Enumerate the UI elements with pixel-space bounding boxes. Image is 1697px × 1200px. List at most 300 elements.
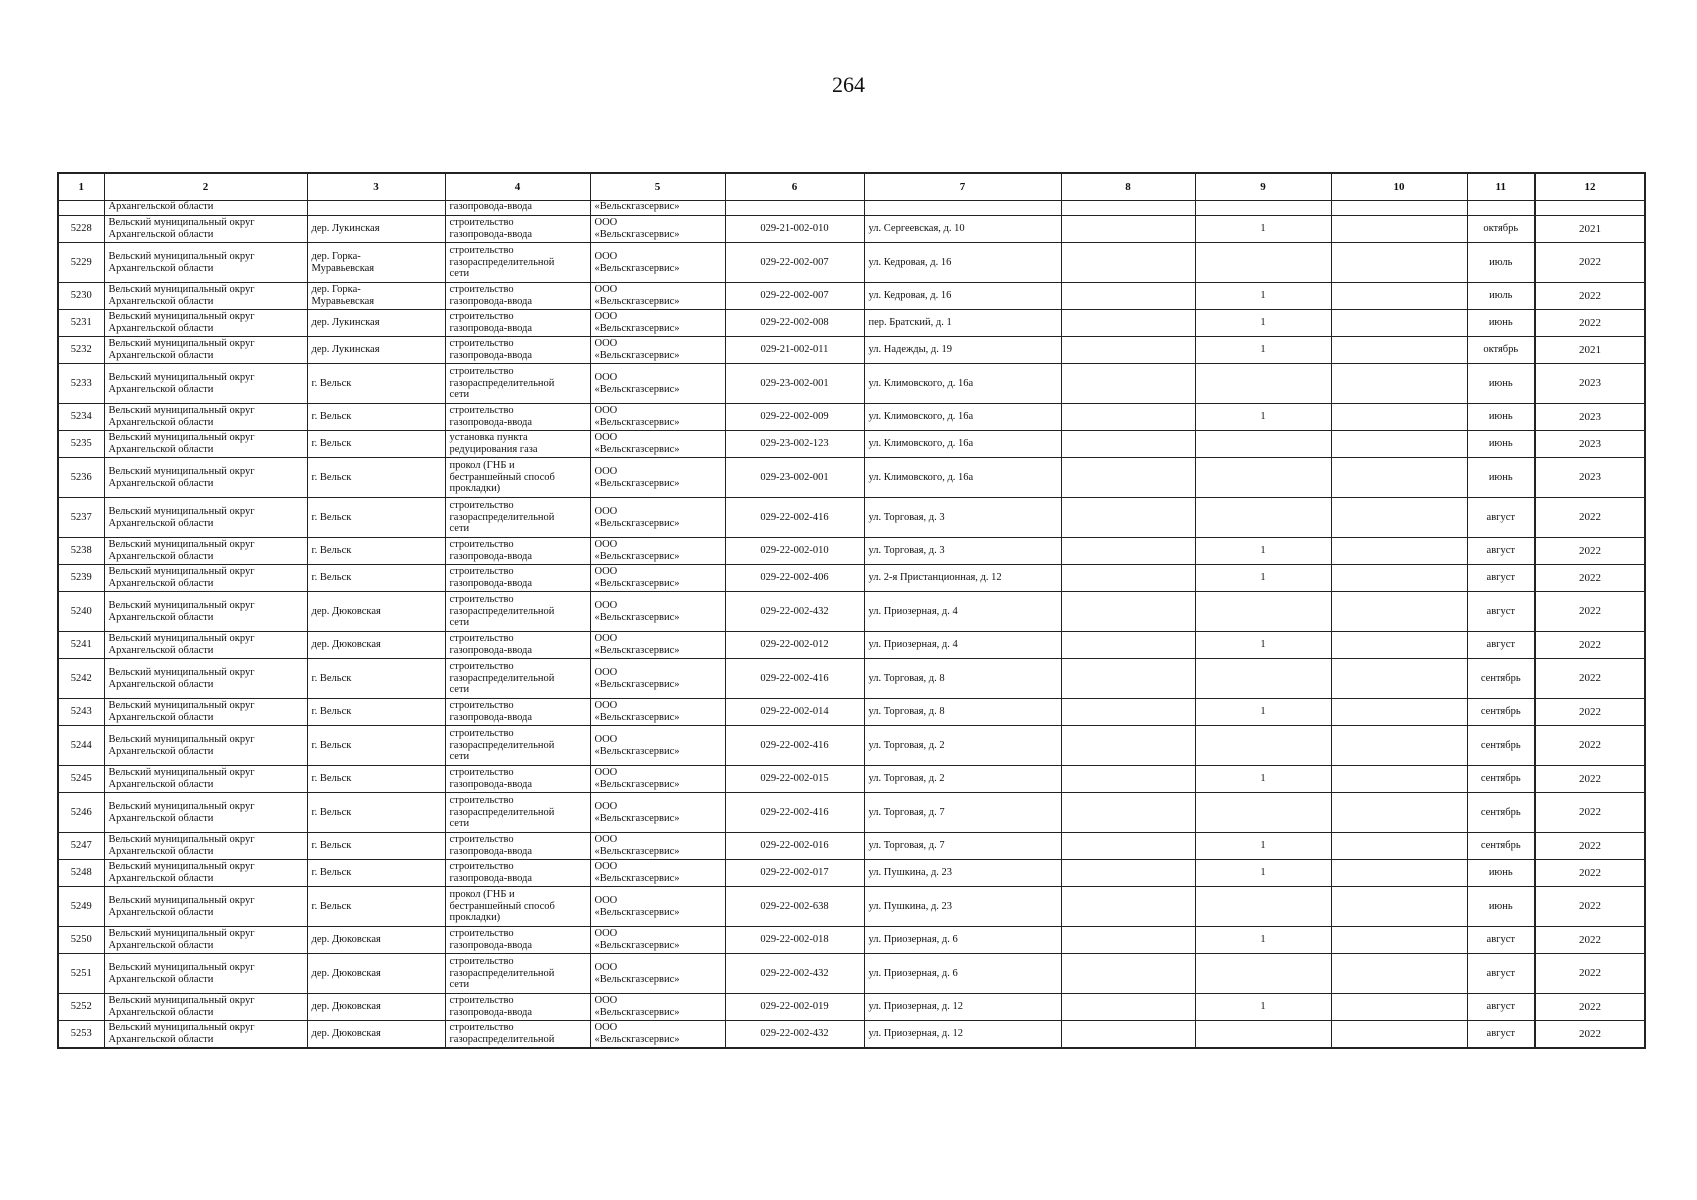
- cell-col-12: [1535, 927, 1645, 954]
- cell-col-4: [445, 699, 590, 726]
- cell-col-9: [1195, 1021, 1331, 1048]
- cell-text: 029-23-002-001: [760, 471, 829, 483]
- cell-col-3: [307, 860, 445, 887]
- cell-col-4: [445, 833, 590, 860]
- cell-col-6: [725, 659, 864, 699]
- cell-col-5: [590, 337, 725, 364]
- cell-text: 2022: [1579, 571, 1601, 584]
- cell-text: строительство газопровода-ввода: [449, 861, 533, 884]
- cell-col-4: [445, 243, 590, 283]
- table-row: [58, 364, 1645, 404]
- cell-col-10: [1331, 243, 1467, 283]
- cell-text: дер. Лукинская: [311, 223, 380, 235]
- cell-text: август: [1486, 639, 1515, 651]
- cell-col-12: [1535, 364, 1645, 404]
- cell-col-11: [1467, 726, 1535, 766]
- cell-col-11: [1467, 793, 1535, 833]
- cell-col-7: [864, 201, 1061, 216]
- cell-text: строительство газопровода-ввода: [449, 284, 533, 307]
- cell-text: 029-22-002-008: [760, 317, 829, 329]
- cell-text: Вельский муниципальный округ Архангельской области: [108, 834, 255, 857]
- cell-text: 5241: [70, 639, 92, 651]
- cell-col-2: [104, 927, 307, 954]
- cell-col-10: [1331, 766, 1467, 793]
- cell-col-8: [1061, 699, 1195, 726]
- cell-text: 2022: [1579, 866, 1601, 879]
- cell-col-8: [1061, 994, 1195, 1021]
- cell-col-2: [104, 538, 307, 565]
- cell-col-4: [445, 927, 590, 954]
- cell-col-5: [590, 954, 725, 994]
- cell-col-7: [864, 726, 1061, 766]
- cell-col-2: [104, 632, 307, 659]
- cell-col-4: [445, 458, 590, 498]
- cell-col-12: [1535, 458, 1645, 498]
- cell-col-9: [1195, 833, 1331, 860]
- cell-col-12: [1535, 310, 1645, 337]
- column-header-2: 2: [104, 173, 307, 201]
- cell-col-10: [1331, 994, 1467, 1021]
- cell-text: 2022: [1579, 672, 1601, 685]
- cell-text: 1: [1260, 545, 1266, 557]
- cell-text: ул. Торговая, д. 7: [868, 840, 945, 852]
- cell-text: 5235: [70, 438, 92, 450]
- cell-col-2: [104, 458, 307, 498]
- cell-col-12: [1535, 766, 1645, 793]
- cell-col-2: [104, 887, 307, 927]
- cell-col-5: [590, 498, 725, 538]
- cell-col-3: [307, 632, 445, 659]
- cell-col-3: [307, 592, 445, 632]
- cell-col-4: [445, 201, 590, 216]
- cell-text: 029-22-002-432: [760, 605, 829, 617]
- cell-text: ул. Приозерная, д. 4: [868, 639, 958, 651]
- cell-col-9: [1195, 766, 1331, 793]
- cell-col-5: [590, 364, 725, 404]
- cell-col-12: [1535, 201, 1645, 216]
- table-row: [58, 860, 1645, 887]
- cell-text: строительство газораспределительной сети: [449, 727, 555, 763]
- cell-col-5: [590, 538, 725, 565]
- cell-col-7: [864, 337, 1061, 364]
- cell-col-12: [1535, 659, 1645, 699]
- table-row: [58, 498, 1645, 538]
- cell-col-7: [864, 833, 1061, 860]
- cell-text: строительство газопровода-ввода: [449, 539, 533, 562]
- cell-text: Вельский муниципальный округ Архангельской области: [108, 505, 255, 529]
- cell-col-9: [1195, 243, 1331, 283]
- cell-text: Вельский муниципальный округ Архангельской области: [108, 405, 255, 428]
- cell-col-1: [58, 431, 104, 458]
- cell-text: ООО «Вельскгазсервис»: [594, 834, 680, 857]
- cell-col-3: [307, 431, 445, 458]
- table-body: [58, 201, 1645, 1048]
- cell-text: ул. Приозерная, д. 4: [868, 605, 958, 617]
- cell-col-3: [307, 310, 445, 337]
- cell-text: 1: [1260, 867, 1266, 879]
- column-header-9: 9: [1195, 173, 1331, 201]
- cell-col-11: [1467, 994, 1535, 1021]
- cell-col-6: [725, 201, 864, 216]
- cell-col-7: [864, 860, 1061, 887]
- cell-text: Вельский муниципальный округ Архангельской области: [108, 928, 255, 951]
- column-header-7: 7: [864, 173, 1061, 201]
- cell-col-6: [725, 431, 864, 458]
- cell-text: 5242: [70, 672, 92, 684]
- cell-text: ул. Торговая, д. 2: [868, 773, 945, 785]
- cell-col-9: [1195, 216, 1331, 243]
- cell-col-11: [1467, 337, 1535, 364]
- cell-col-5: [590, 404, 725, 431]
- cell-col-2: [104, 216, 307, 243]
- cell-col-5: [590, 243, 725, 283]
- cell-col-12: [1535, 1021, 1645, 1048]
- cell-text: 5253: [70, 1027, 92, 1039]
- table-row: [58, 1021, 1645, 1048]
- cell-text: 2022: [1579, 289, 1601, 302]
- cell-text: ул. Пушкина, д. 23: [868, 867, 953, 879]
- cell-text: ООО «Вельскгазсервис»: [594, 250, 680, 274]
- cell-col-11: [1467, 243, 1535, 283]
- cell-text: 5245: [70, 773, 92, 785]
- cell-text: строительство газопровода-ввода: [449, 700, 533, 723]
- cell-text: июль: [1489, 256, 1513, 268]
- table-row: [58, 565, 1645, 592]
- cell-col-11: [1467, 364, 1535, 404]
- cell-col-11: [1467, 498, 1535, 538]
- cell-text: ООО «Вельскгазсервис»: [594, 338, 680, 361]
- cell-text: 2023: [1579, 377, 1601, 390]
- cell-col-6: [725, 283, 864, 310]
- cell-col-11: [1467, 458, 1535, 498]
- cell-text: август: [1486, 934, 1515, 946]
- cell-text: ул. Торговая, д. 8: [868, 672, 945, 684]
- cell-col-3: [307, 766, 445, 793]
- cell-col-1: [58, 632, 104, 659]
- cell-text: 5229: [70, 256, 92, 268]
- cell-text: строительство газораспределительной сети: [449, 244, 555, 280]
- column-header-11: 11: [1467, 173, 1535, 201]
- cell-text: октябрь: [1483, 223, 1519, 235]
- cell-col-6: [725, 1021, 864, 1048]
- cell-text: 029-22-002-009: [760, 411, 829, 423]
- cell-text: г. Вельск: [311, 377, 352, 389]
- cell-col-3: [307, 216, 445, 243]
- cell-col-12: [1535, 565, 1645, 592]
- cell-text: 029-22-002-416: [760, 806, 829, 818]
- cell-col-4: [445, 538, 590, 565]
- cell-col-7: [864, 994, 1061, 1021]
- table-row: [58, 793, 1645, 833]
- cell-col-4: [445, 364, 590, 404]
- cell-text: дер. Горка- Муравьевская: [311, 250, 375, 274]
- cell-text: 5233: [70, 377, 92, 389]
- cell-text: 029-22-002-015: [760, 773, 829, 785]
- cell-col-11: [1467, 887, 1535, 927]
- cell-col-12: [1535, 726, 1645, 766]
- cell-col-9: [1195, 201, 1331, 216]
- cell-text: ООО «Вельскгазсервис»: [594, 733, 680, 757]
- cell-text: 5243: [70, 706, 92, 718]
- cell-text: г. Вельск: [311, 867, 352, 879]
- cell-col-3: [307, 458, 445, 498]
- cell-col-1: [58, 793, 104, 833]
- cell-col-6: [725, 538, 864, 565]
- cell-text: ООО «Вельскгазсервис»: [594, 700, 680, 723]
- cell-col-10: [1331, 310, 1467, 337]
- cell-col-7: [864, 283, 1061, 310]
- cell-col-7: [864, 887, 1061, 927]
- cell-col-12: [1535, 592, 1645, 632]
- cell-col-8: [1061, 659, 1195, 699]
- cell-text: ул. Сергеевская, д. 10: [868, 223, 965, 235]
- cell-col-4: [445, 565, 590, 592]
- cell-col-8: [1061, 927, 1195, 954]
- cell-text: 2022: [1579, 967, 1601, 980]
- cell-text: Вельский муниципальный округ Архангельской области: [108, 666, 255, 690]
- cell-text: август: [1486, 511, 1515, 523]
- table-row: [58, 994, 1645, 1021]
- cell-text: газопровода-ввода: [449, 201, 533, 212]
- table-row: [58, 216, 1645, 243]
- cell-col-3: [307, 498, 445, 538]
- cell-col-7: [864, 699, 1061, 726]
- cell-col-11: [1467, 201, 1535, 216]
- cell-col-5: [590, 699, 725, 726]
- cell-col-4: [445, 431, 590, 458]
- cell-text: пер. Братский, д. 1: [868, 317, 952, 329]
- cell-text: г. Вельск: [311, 572, 352, 584]
- cell-col-12: [1535, 887, 1645, 927]
- table-row: [58, 310, 1645, 337]
- cell-text: 1: [1260, 290, 1266, 302]
- cell-col-7: [864, 766, 1061, 793]
- cell-col-2: [104, 283, 307, 310]
- cell-col-7: [864, 243, 1061, 283]
- cell-col-10: [1331, 201, 1467, 216]
- cell-col-3: [307, 887, 445, 927]
- cell-col-8: [1061, 216, 1195, 243]
- cell-text: Вельский муниципальный округ Архангельской области: [108, 311, 255, 334]
- cell-text: август: [1486, 545, 1515, 557]
- cell-text: 2022: [1579, 772, 1601, 785]
- cell-col-6: [725, 927, 864, 954]
- cell-col-10: [1331, 699, 1467, 726]
- cell-text: 2022: [1579, 316, 1601, 329]
- cell-col-9: [1195, 994, 1331, 1021]
- cell-col-5: [590, 793, 725, 833]
- cell-col-10: [1331, 1021, 1467, 1048]
- cell-text: ООО «Вельскгазсервис»: [594, 566, 680, 589]
- cell-text: август: [1486, 1001, 1515, 1013]
- cell-text: дер. Лукинская: [311, 317, 380, 329]
- cell-text: 1: [1260, 317, 1266, 329]
- cell-col-1: [58, 337, 104, 364]
- cell-text: июнь: [1488, 471, 1513, 483]
- cell-col-1: [58, 994, 104, 1021]
- cell-col-8: [1061, 364, 1195, 404]
- cell-text: Вельский муниципальный округ Архангельской области: [108, 800, 255, 824]
- cell-text: строительство газопровода-ввода: [449, 338, 533, 361]
- cell-col-5: [590, 1021, 725, 1048]
- table-row: [58, 283, 1645, 310]
- cell-text: июнь: [1488, 411, 1513, 423]
- cell-col-6: [725, 833, 864, 860]
- cell-col-7: [864, 632, 1061, 659]
- cell-col-1: [58, 1021, 104, 1048]
- cell-col-11: [1467, 565, 1535, 592]
- cell-col-1: [58, 726, 104, 766]
- cell-text: 5234: [70, 411, 92, 423]
- cell-col-8: [1061, 726, 1195, 766]
- cell-col-1: [58, 887, 104, 927]
- cell-col-8: [1061, 404, 1195, 431]
- cell-text: Вельский муниципальный округ Архангельской области: [108, 250, 255, 274]
- cell-text: 1: [1260, 840, 1266, 852]
- cell-col-9: [1195, 498, 1331, 538]
- cell-text: ул. Торговая, д. 2: [868, 739, 945, 751]
- table-row: [58, 699, 1645, 726]
- cell-col-4: [445, 216, 590, 243]
- cell-text: июнь: [1488, 867, 1513, 879]
- cell-col-2: [104, 860, 307, 887]
- cell-text: ул. Приозерная, д. 12: [868, 1001, 963, 1013]
- cell-text: 029-23-002-123: [760, 438, 829, 450]
- cell-col-11: [1467, 216, 1535, 243]
- cell-text: 2023: [1579, 471, 1601, 484]
- cell-text: август: [1486, 967, 1515, 979]
- cell-text: 1: [1260, 934, 1266, 946]
- cell-col-10: [1331, 498, 1467, 538]
- cell-text: сентябрь: [1480, 706, 1521, 718]
- cell-col-10: [1331, 793, 1467, 833]
- cell-col-12: [1535, 632, 1645, 659]
- cell-text: строительство газораспределительной: [449, 1022, 555, 1045]
- cell-col-7: [864, 659, 1061, 699]
- cell-text: Вельский муниципальный округ Архангельской области: [108, 861, 255, 884]
- cell-col-2: [104, 431, 307, 458]
- cell-col-1: [58, 954, 104, 994]
- cell-text: г. Вельск: [311, 511, 352, 523]
- cell-text: июнь: [1488, 900, 1513, 912]
- cell-text: 5251: [70, 967, 92, 979]
- cell-col-9: [1195, 726, 1331, 766]
- cell-text: ООО «Вельскгазсервис»: [594, 995, 680, 1018]
- cell-col-10: [1331, 632, 1467, 659]
- cell-col-6: [725, 337, 864, 364]
- header-row: [58, 173, 1645, 201]
- cell-col-5: [590, 659, 725, 699]
- cell-col-4: [445, 793, 590, 833]
- cell-col-5: [590, 201, 725, 216]
- cell-text: 2022: [1579, 900, 1601, 913]
- cell-col-2: [104, 766, 307, 793]
- cell-text: ул. Приозерная, д. 6: [868, 967, 958, 979]
- cell-text: строительство газораспределительной сети: [449, 955, 555, 991]
- cell-col-11: [1467, 592, 1535, 632]
- table-row: [58, 404, 1645, 431]
- cell-col-11: [1467, 699, 1535, 726]
- cell-col-5: [590, 283, 725, 310]
- cell-text: ул. Климовского, д. 16а: [868, 471, 974, 483]
- cell-text: ул. Торговая, д. 8: [868, 706, 945, 718]
- cell-text: г. Вельск: [311, 471, 352, 483]
- cell-col-10: [1331, 833, 1467, 860]
- cell-col-11: [1467, 404, 1535, 431]
- cell-text: 029-21-002-010: [760, 223, 829, 235]
- cell-col-12: [1535, 994, 1645, 1021]
- cell-text: 029-22-002-432: [760, 967, 829, 979]
- cell-text: г. Вельск: [311, 672, 352, 684]
- cell-col-10: [1331, 404, 1467, 431]
- column-header-8: 8: [1061, 173, 1195, 201]
- column-header-5: 5: [590, 173, 725, 201]
- cell-text: 5244: [70, 739, 92, 751]
- cell-text: ООО «Вельскгазсервис»: [594, 861, 680, 884]
- cell-col-10: [1331, 592, 1467, 632]
- cell-text: ул. Приозерная, д. 6: [868, 934, 958, 946]
- cell-text: ООО «Вельскгазсервис»: [594, 539, 680, 562]
- table-row: [58, 592, 1645, 632]
- cell-col-2: [104, 310, 307, 337]
- cell-col-6: [725, 887, 864, 927]
- cell-text: август: [1486, 1027, 1515, 1039]
- cell-text: ул. Кедровая, д. 16: [868, 256, 952, 268]
- cell-col-10: [1331, 364, 1467, 404]
- cell-col-9: [1195, 632, 1331, 659]
- cell-col-5: [590, 565, 725, 592]
- cell-text: строительство газопровода-ввода: [449, 566, 533, 589]
- cell-col-1: [58, 592, 104, 632]
- cell-text: Вельский муниципальный округ Архангельской области: [108, 566, 255, 589]
- cell-col-3: [307, 659, 445, 699]
- cell-col-1: [58, 216, 104, 243]
- cell-text: строительство газораспределительной сети: [449, 794, 555, 830]
- cell-text: дер. Дюковская: [311, 1027, 381, 1039]
- cell-text: дер. Дюковская: [311, 639, 381, 651]
- cell-text: дер. Дюковская: [311, 605, 381, 617]
- cell-text: 5236: [70, 471, 92, 483]
- cell-text: 029-22-002-007: [760, 256, 829, 268]
- cell-col-6: [725, 632, 864, 659]
- table-row: [58, 833, 1645, 860]
- cell-col-8: [1061, 887, 1195, 927]
- cell-text: ООО «Вельскгазсервис»: [594, 928, 680, 951]
- cell-text: строительство газораспределительной сети: [449, 593, 555, 629]
- cell-col-3: [307, 1021, 445, 1048]
- cell-text: дер. Дюковская: [311, 967, 381, 979]
- cell-text: Вельский муниципальный округ Архангельской области: [108, 767, 255, 790]
- cell-col-2: [104, 201, 307, 216]
- cell-text: ООО «Вельскгазсервис»: [594, 371, 680, 395]
- cell-col-9: [1195, 337, 1331, 364]
- cell-col-11: [1467, 310, 1535, 337]
- cell-text: 1: [1260, 639, 1266, 651]
- cell-col-1: [58, 458, 104, 498]
- cell-col-11: [1467, 632, 1535, 659]
- table-row: [58, 887, 1645, 927]
- cell-text: 2022: [1579, 1027, 1601, 1040]
- cell-col-7: [864, 1021, 1061, 1048]
- cell-text: ООО «Вельскгазсервис»: [594, 284, 680, 307]
- cell-text: Вельский муниципальный округ Архангельской области: [108, 700, 255, 723]
- cell-text: 029-22-002-016: [760, 840, 829, 852]
- cell-text: 2022: [1579, 739, 1601, 752]
- cell-col-10: [1331, 337, 1467, 364]
- cell-col-8: [1061, 592, 1195, 632]
- cell-col-5: [590, 216, 725, 243]
- cell-text: ООО «Вельскгазсервис»: [594, 311, 680, 334]
